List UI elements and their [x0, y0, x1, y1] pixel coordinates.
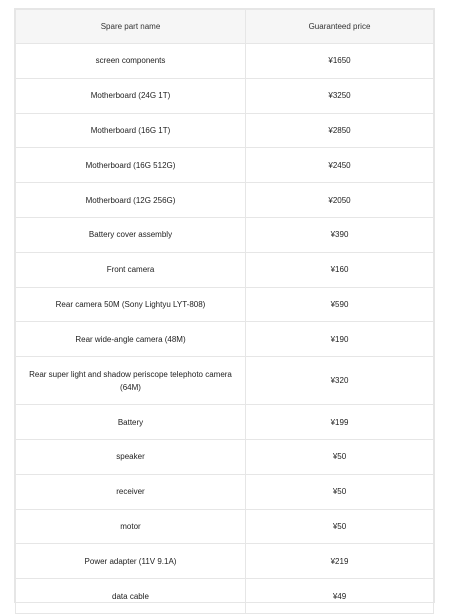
- price-cell: ¥49: [246, 579, 434, 614]
- table-row: [16, 579, 434, 614]
- table-row: [16, 322, 434, 357]
- header-spare-part-name: Spare part name: [16, 10, 246, 44]
- price-cell: ¥190: [246, 322, 434, 357]
- price-cell: ¥320: [246, 357, 434, 405]
- price-cell: ¥50: [246, 509, 434, 544]
- part-name-cell: Power adapter (11V 9.1A): [16, 544, 246, 579]
- part-name-cell: Battery cover assembly: [16, 217, 246, 252]
- part-name-cell: data cable: [16, 579, 246, 614]
- table-row: [16, 183, 434, 218]
- part-name-cell: motor: [16, 509, 246, 544]
- part-name-cell: Motherboard (16G 1T): [16, 113, 246, 148]
- part-name-cell: receiver: [16, 474, 246, 509]
- part-name-cell: speaker: [16, 439, 246, 474]
- table-row: [16, 113, 434, 148]
- part-name-cell: Rear super light and shadow periscope telephoto camera (64M): [16, 357, 246, 405]
- price-cell: ¥1650: [246, 44, 434, 79]
- price-cell: ¥50: [246, 474, 434, 509]
- price-cell: ¥590: [246, 287, 434, 322]
- part-name-cell: Rear camera 50M (Sony Lightyu LYT-808): [16, 287, 246, 322]
- price-cell: ¥199: [246, 405, 434, 440]
- part-name-cell: screen components: [16, 44, 246, 79]
- part-name-cell: Motherboard (16G 512G): [16, 148, 246, 183]
- price-table-container: [14, 8, 435, 603]
- price-cell: ¥2450: [246, 148, 434, 183]
- table-row: [16, 44, 434, 79]
- table-row: [16, 287, 434, 322]
- table-row: [16, 217, 434, 252]
- price-cell: ¥390: [246, 217, 434, 252]
- table-row: [16, 78, 434, 113]
- table-row: [16, 252, 434, 287]
- part-name-cell: Front camera: [16, 252, 246, 287]
- price-cell: ¥160: [246, 252, 434, 287]
- price-cell: ¥50: [246, 439, 434, 474]
- header-guaranteed-price: Guaranteed price: [246, 10, 434, 44]
- spare-parts-price-table: [15, 9, 434, 614]
- table-row: [16, 405, 434, 440]
- price-cell: ¥219: [246, 544, 434, 579]
- table-row: [16, 439, 434, 474]
- part-name-cell: Motherboard (12G 256G): [16, 183, 246, 218]
- part-name-cell: Rear wide-angle camera (48M): [16, 322, 246, 357]
- part-name-cell: Battery: [16, 405, 246, 440]
- price-cell: ¥2850: [246, 113, 434, 148]
- price-cell: ¥3250: [246, 78, 434, 113]
- table-row: [16, 509, 434, 544]
- table-row: [16, 544, 434, 579]
- table-row: [16, 474, 434, 509]
- table-header-row: [16, 10, 434, 44]
- part-name-cell: Motherboard (24G 1T): [16, 78, 246, 113]
- price-cell: ¥2050: [246, 183, 434, 218]
- table-row: [16, 357, 434, 405]
- table-row: [16, 148, 434, 183]
